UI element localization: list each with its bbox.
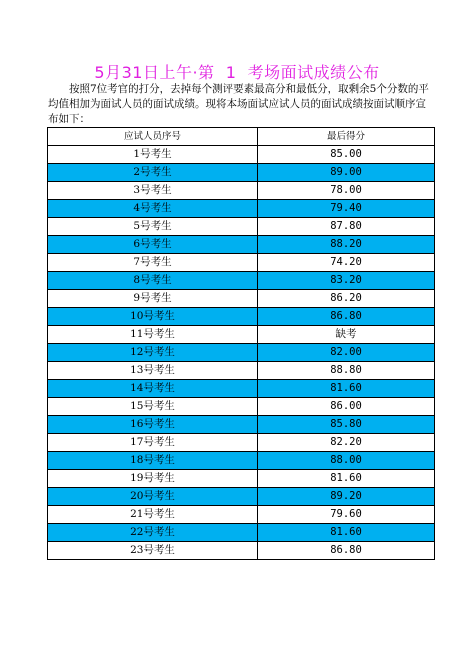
- candidate-number-cell: 15号考生: [48, 398, 258, 416]
- candidate-number-cell: 2号考生: [48, 164, 258, 182]
- table-row: [48, 236, 435, 254]
- final-score-cell: 82.00: [258, 344, 435, 362]
- final-score-cell: 86.80: [258, 542, 435, 560]
- candidate-number-cell: 10号考生: [48, 308, 258, 326]
- intro-text: 按照7位考官的打分，去掉每个测评要素最高分和最低分，取剩余5个分数的平均值相加为面试人员的面试成绩。现将本场面试应试人员的面试成绩按面试顺序宣布如下：: [48, 83, 429, 125]
- header-candidate-number: 应试人员序号: [48, 128, 258, 146]
- final-score-cell: 87.80: [258, 218, 435, 236]
- candidate-number-cell: 14号考生: [48, 380, 258, 398]
- final-score-cell: 86.80: [258, 308, 435, 326]
- table-row: [48, 542, 435, 560]
- final-score-cell: 81.60: [258, 380, 435, 398]
- table-row: [48, 506, 435, 524]
- candidate-number-cell: 19号考生: [48, 470, 258, 488]
- final-score-cell: 缺考: [258, 326, 435, 344]
- candidate-number-cell: 12号考生: [48, 344, 258, 362]
- table-row: [48, 200, 435, 218]
- intro-paragraph: [48, 82, 434, 127]
- candidate-number-cell: 23号考生: [48, 542, 258, 560]
- final-score-cell: 88.00: [258, 452, 435, 470]
- final-score-cell: 83.20: [258, 272, 435, 290]
- table-row: [48, 380, 435, 398]
- header-final-score: 最后得分: [258, 128, 435, 146]
- candidate-number-cell: 1号考生: [48, 146, 258, 164]
- candidate-number-cell: 5号考生: [48, 218, 258, 236]
- final-score-cell: 81.60: [258, 524, 435, 542]
- scores-table-body: [48, 146, 435, 560]
- table-row: [48, 470, 435, 488]
- table-row: [48, 326, 435, 344]
- final-score-cell: 85.00: [258, 146, 435, 164]
- table-row: [48, 398, 435, 416]
- final-score-cell: 86.00: [258, 398, 435, 416]
- final-score-cell: 86.20: [258, 290, 435, 308]
- candidate-number-cell: 8号考生: [48, 272, 258, 290]
- candidate-number-cell: 16号考生: [48, 416, 258, 434]
- final-score-cell: 85.80: [258, 416, 435, 434]
- candidate-number-cell: 3号考生: [48, 182, 258, 200]
- candidate-number-cell: 13号考生: [48, 362, 258, 380]
- final-score-cell: 79.40: [258, 200, 435, 218]
- final-score-cell: 88.80: [258, 362, 435, 380]
- table-row: [48, 416, 435, 434]
- table-row: [48, 524, 435, 542]
- table-row: [48, 452, 435, 470]
- final-score-cell: 82.20: [258, 434, 435, 452]
- table-row: [48, 434, 435, 452]
- scores-table: [47, 127, 435, 560]
- table-row: [48, 254, 435, 272]
- page-title: 5月31日上午·第 1 考场面试成绩公布: [94, 63, 380, 82]
- table-row: [48, 218, 435, 236]
- table-row: [48, 308, 435, 326]
- final-score-cell: 79.60: [258, 506, 435, 524]
- table-row: [48, 362, 435, 380]
- table-row: [48, 182, 435, 200]
- final-score-cell: 78.00: [258, 182, 435, 200]
- final-score-cell: 89.20: [258, 488, 435, 506]
- candidate-number-cell: 6号考生: [48, 236, 258, 254]
- candidate-number-cell: 9号考生: [48, 290, 258, 308]
- table-row: [48, 146, 435, 164]
- final-score-cell: 74.20: [258, 254, 435, 272]
- candidate-number-cell: 20号考生: [48, 488, 258, 506]
- candidate-number-cell: 11号考生: [48, 326, 258, 344]
- final-score-cell: 89.00: [258, 164, 435, 182]
- candidate-number-cell: 18号考生: [48, 452, 258, 470]
- table-row: [48, 344, 435, 362]
- candidate-number-cell: 7号考生: [48, 254, 258, 272]
- table-row: [48, 290, 435, 308]
- table-row: [48, 488, 435, 506]
- table-row: [48, 272, 435, 290]
- candidate-number-cell: 21号考生: [48, 506, 258, 524]
- candidate-number-cell: 22号考生: [48, 524, 258, 542]
- table-row: [48, 164, 435, 182]
- final-score-cell: 81.60: [258, 470, 435, 488]
- table-header-row: [48, 128, 435, 146]
- candidate-number-cell: 17号考生: [48, 434, 258, 452]
- final-score-cell: 88.20: [258, 236, 435, 254]
- candidate-number-cell: 4号考生: [48, 200, 258, 218]
